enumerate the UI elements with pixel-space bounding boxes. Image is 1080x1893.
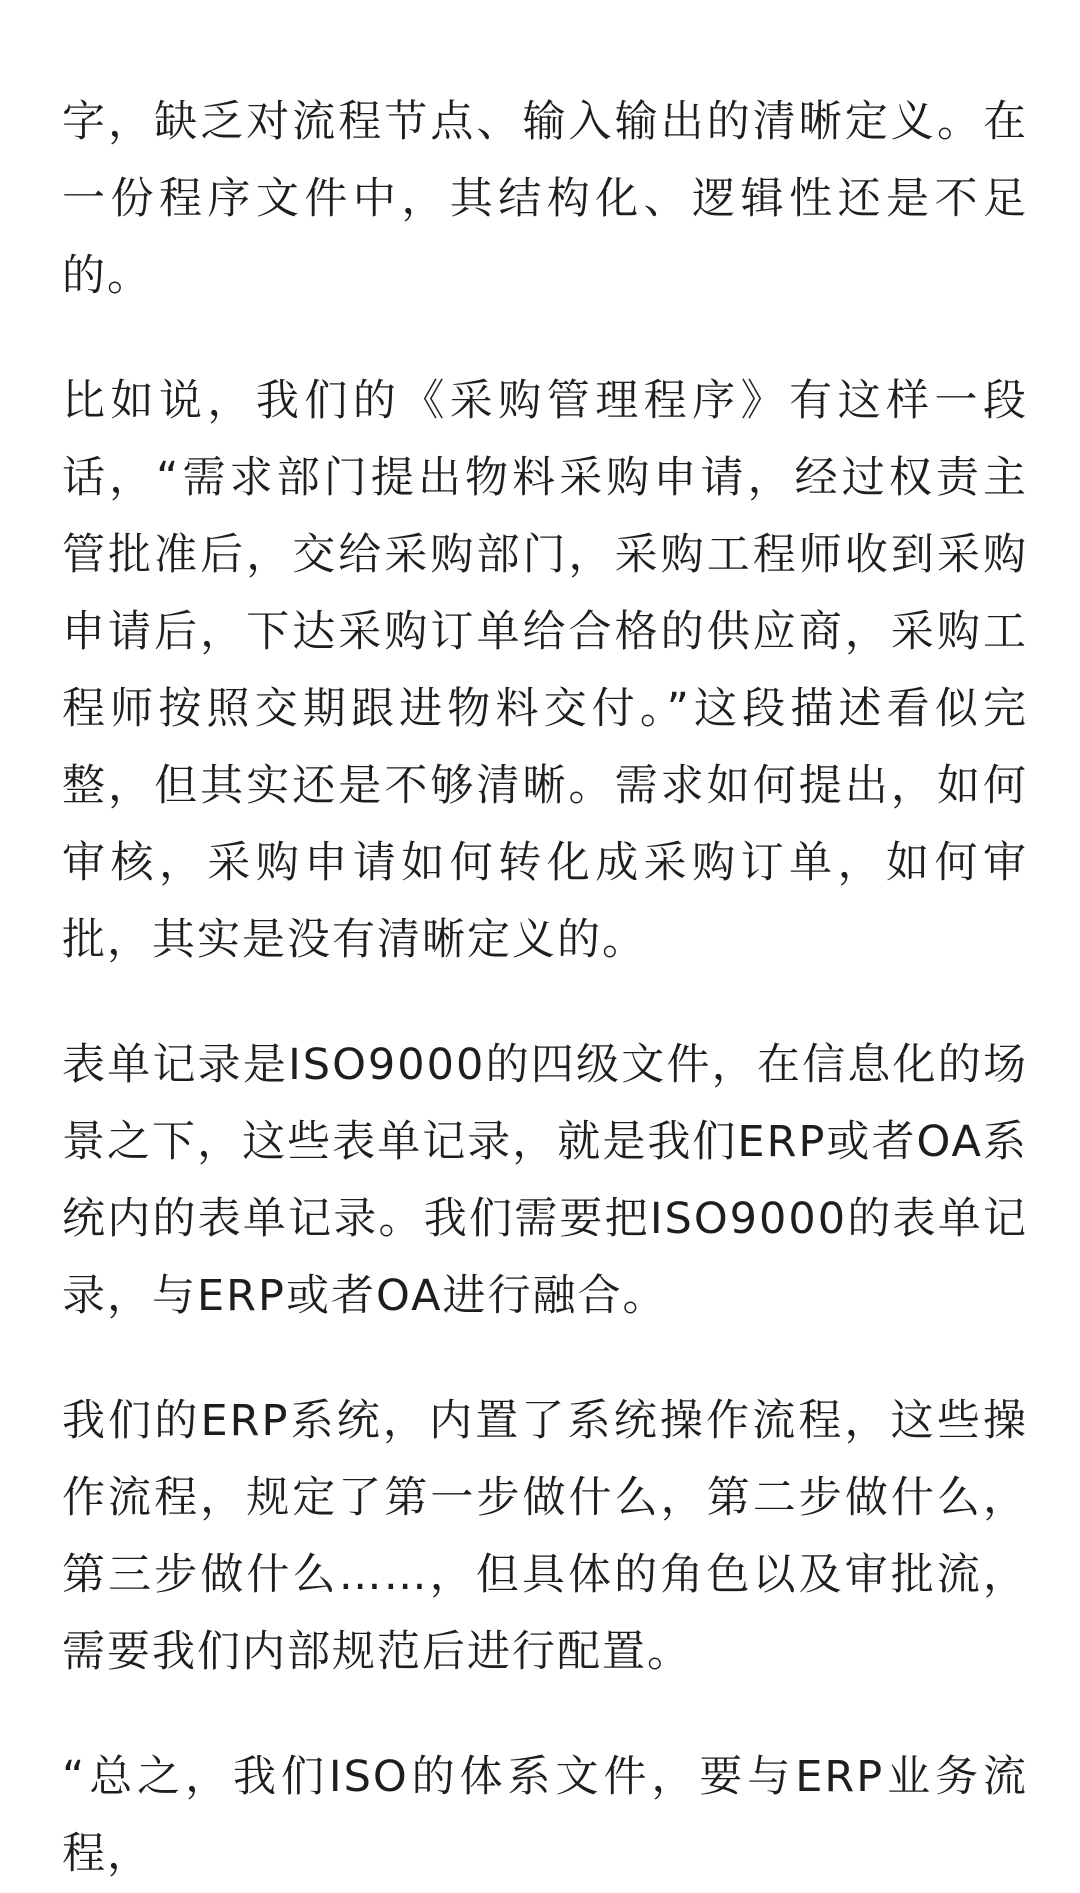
article-body xyxy=(62,84,1028,1893)
paragraph-process-definition: 字，缺乏对流程节点、输入输出的清晰定义。在一份程序文件中，其结构化、逻辑性还是不足的。 xyxy=(62,97,1028,301)
paragraph-summary: “总之，我们ISO的体系文件，要与ERP业务流程， xyxy=(62,1752,1028,1879)
paragraph-erp-workflow: 我们的ERP系统，内置了系统操作流程，这些操作流程，规定了第一步做什么，第二步做什么，第三步做什么……，但具体的角色以及审批流，需要我们内部规范后进行配置。 xyxy=(62,1396,1028,1677)
paragraph-form-records: 表单记录是ISO9000的四级文件，在信息化的场景之下，这些表单记录，就是我们ERP或者OA系统内的表单记录。我们需要把ISO9000的表单记录，与ERP或者OA进行融合。 xyxy=(62,1040,1028,1321)
paragraph-purchasing-example: 比如说，我们的《采购管理程序》有这样一段话，“需求部门提出物料采购申请，经过权责主管批准后，交给采购部门，采购工程师收到采购申请后，下达采购订单给合格的供应商，采购工程师按照交期跟进物料交付。”这段描述看似完整，但其实还是不够清晰。需求如何提出，如何审核，采购申请如何转化成采购订单，如何审批，其实是没有清晰定义的。 xyxy=(62,376,1028,965)
